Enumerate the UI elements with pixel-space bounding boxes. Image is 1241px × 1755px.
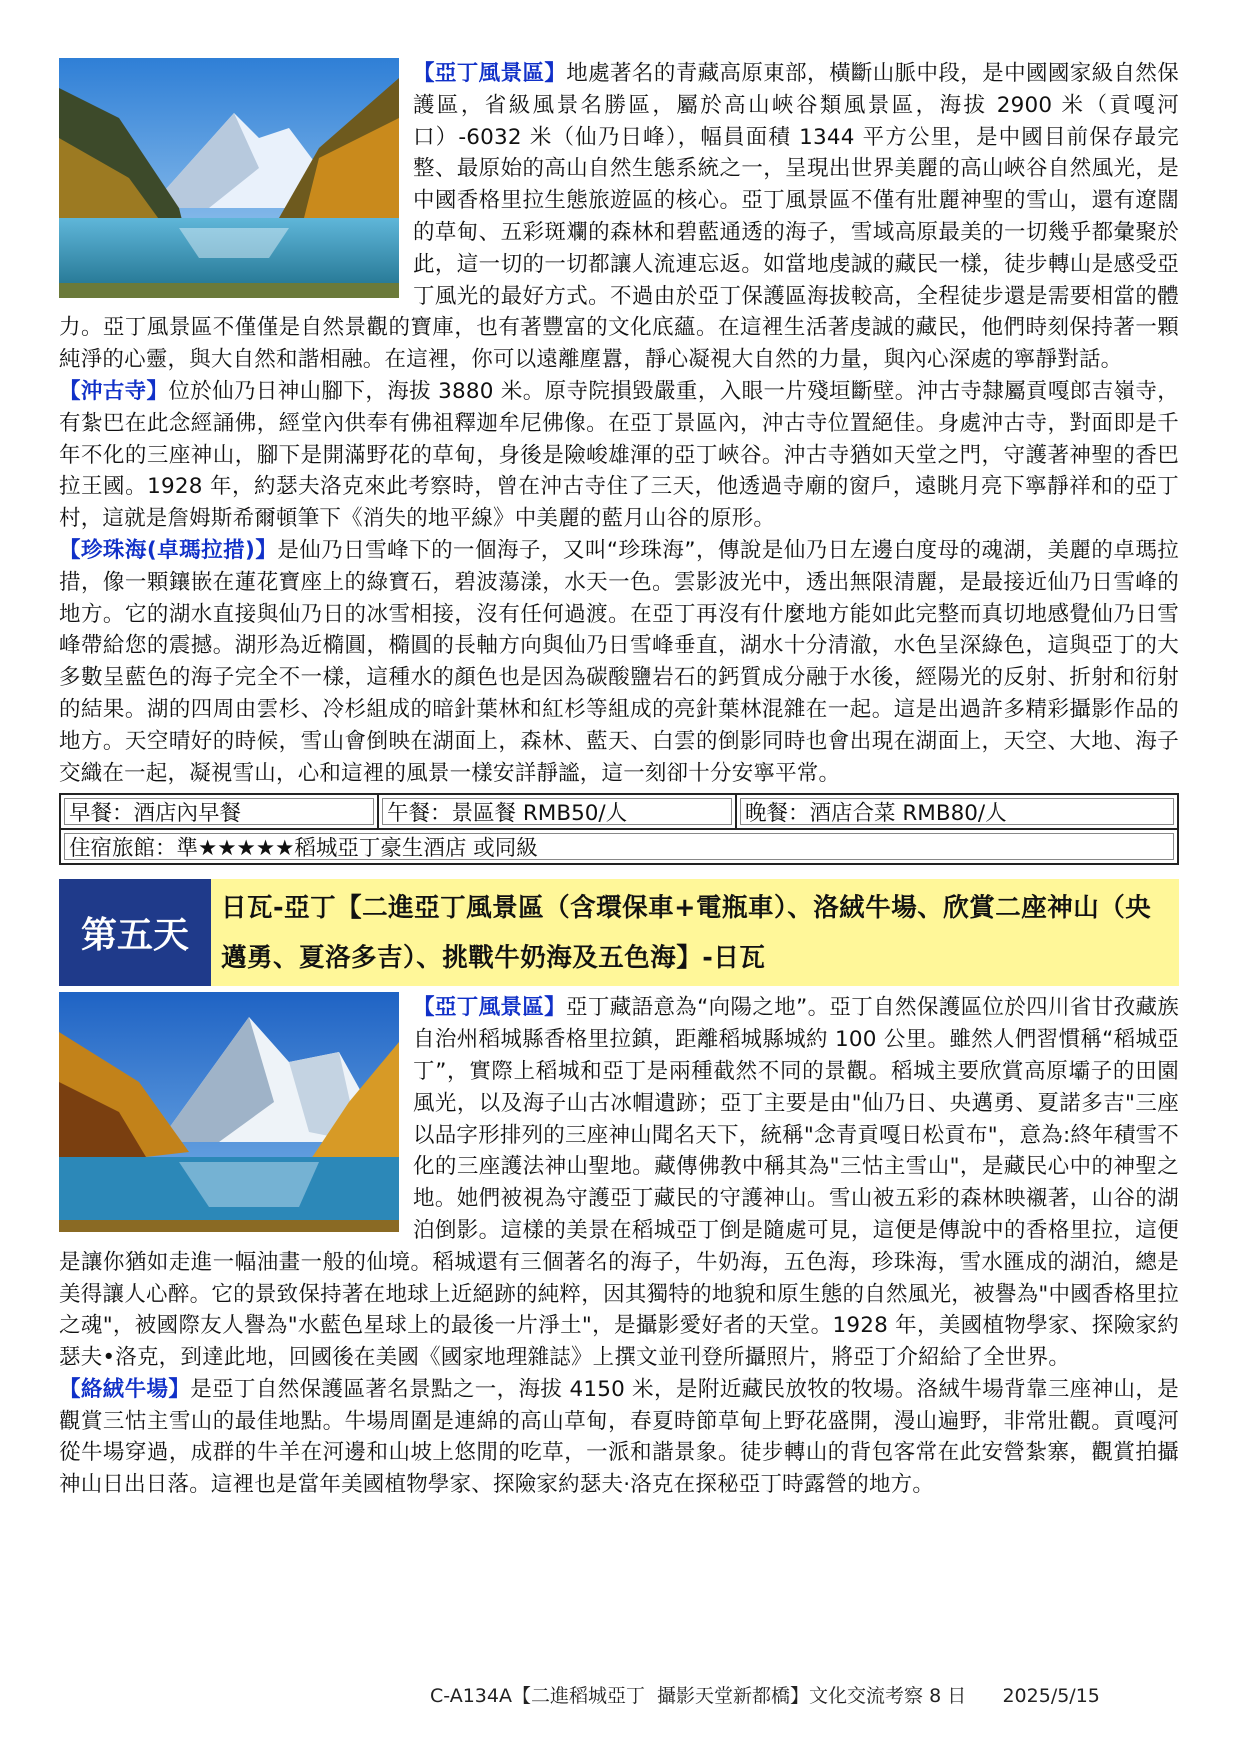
hotel-cell: 住宿旅館：準★★★★★稻城亞丁豪生酒店 或同級: [60, 829, 1178, 864]
pearl-lake-text: 是仙乃日雪峰下的一個海子，又叫“珍珠海”，傳說是仙乃日左邊白度母的魂湖，美麗的卓瑪拉措，像一顆鑲嵌在蓮花寶座上的綠寶石，碧波蕩漾，水天一色。雲影波光中，透出無限清麗，是最接近仙乃日雪峰的地方。它的湖水直接與仙乃日的冰雪相接，沒有任何過渡。在亞丁再沒有什麼地方能如此完整而真切地感覺仙乃日雪峰帶給您的震撼。湖形為近橢圓，橢圓的長軸方向與仙乃日雪峰垂直，湖水十分清澈，水色呈深綠色，這與亞丁的大多數呈藍色的海子完全不一樣，這種水的顏色也是因為碳酸鹽岩石的鈣質成分融于水後，經陽光的反射、折射和衍射的結果。湖的四周由雲杉、冷杉組成的暗針葉林和紅杉等組成的亮針葉林混雜在一起。這是出過許多精彩攝影作品的地方。天空晴好的時候，雪山會倒映在湖面上，森林、藍天、白雲的倒影同時也會出現在湖面上，天空、大地、海子交織在一起，凝視雪山，心和這裡的風景一樣安詳靜謐，這一刻卻十分安寧平常。: [59, 537, 1179, 786]
meals-table: [59, 793, 1179, 865]
yading-section: [59, 58, 1179, 376]
page-footer: [430, 1681, 1100, 1708]
lunch-cell: 午餐：景區餐 RMB50/人: [378, 794, 736, 829]
luorong-text: 是亞丁自然保護區著名景點之一，海拔 4150 米，是附近藏民放牧的牧場。洛絨牛場背靠三座神山，是觀賞三怙主雪山的最佳地點。牛場周圍是連綿的高山草甸，春夏時節草甸上野花盛開，漫山遍野，非常壯觀。貢嘎河從牛場穿過，成群的牛羊在河邊和山坡上悠閒的吃草，一派和諧景象。徒步轉山的背包客常在此安營紮寨，觀賞拍攝神山日出日落。這裡也是當年美國植物學家、探險家約瑟夫·洛克在探秘亞丁時露營的地方。: [59, 1376, 1179, 1498]
day-five-header: [59, 879, 1179, 986]
yading-day5-heading: 【亞丁風景區】: [413, 995, 567, 1021]
chonggu-heading: 【沖古寺】: [59, 378, 169, 404]
luorong-heading: 【絡絨牛場】: [59, 1376, 191, 1402]
day-title: 日瓦-亞丁【二進亞丁風景區（含環保車+電瓶車）、洛絨牛場、欣賞二座神山（央邁勇、夏洛多吉）、挑戰牛奶海及五色海】-日瓦: [211, 879, 1179, 986]
pearl-lake-heading: 【珍珠海(卓瑪拉措)】: [59, 537, 278, 563]
yading-day5-section: [59, 992, 1179, 1374]
day-label: 第五天: [59, 879, 211, 986]
footer-date: 2025/5/15: [1002, 1685, 1100, 1707]
pearl-lake-section: [59, 535, 1179, 789]
mountain-lake-photo: [59, 992, 399, 1232]
dinner-cell: 晚餐：酒店合菜 RMB80/人: [736, 794, 1178, 829]
chonggu-text: 位於仙乃日神山腳下，海拔 3880 米。原寺院損毀嚴重，入眼一片殘垣斷壁。沖古寺隸屬貢嘎郎吉嶺寺，有紮巴在此念經誦佛，經堂內供奉有佛祖釋迦牟尼佛像。在亞丁景區內，沖古寺位置絕佳。身處沖古寺，對面即是千年不化的三座神山，腳下是開滿野花的草甸，身後是險峻雄渾的亞丁峽谷。沖古寺猶如天堂之門，守護著神聖的香巴拉王國。1928 年，約瑟夫洛克來此考察時，曾在沖古寺住了三天，他透過寺廟的窗戶，遠眺月亮下寧靜祥和的亞丁村，這就是詹姆斯希爾頓筆下《消失的地平線》中美麗的藍月山谷的原形。: [59, 378, 1179, 532]
yading-heading: 【亞丁風景區】: [413, 61, 567, 86]
hotel-row: [60, 829, 1178, 864]
meals-row: [60, 794, 1178, 829]
luorong-section: [59, 1374, 1179, 1501]
yading-text: 地處著名的青藏高原東部，橫斷山脈中段，是中國國家級自然保護區，省級風景名勝區，屬於高山峽谷類風景區，海拔 2900 米（貢嘎河口）-6032 米（仙乃日峰），幅員面積 1344 平方公里，是中國目前保存最完整、最原始的高山自然生態系統之一，呈現出世界美麗的高山峽谷自然風光，是中國香格里拉生態旅遊區的核心。亞丁風景區不僅有壯麗神聖的雪山，還有遼闊的草甸、五彩斑斕的森林和碧藍通透的海子，雪域高原最美的一切幾乎都彙聚於此，這一切的一切都讓人流連忘返。如當地虔誠的藏民一樣，徒步轉山是感受亞丁風光的最好方式。不過由於亞丁保護區海拔較高，全程徒步還是需要相當的體力。亞丁風景區不僅僅是自然景觀的寶庫，也有著豐富的文化底蘊。在這裡生活著虔誠的藏民，他們時刻保持著一顆純淨的心靈，與大自然和諧相融。在這裡，你可以遠離塵囂，靜心凝視大自然的力量，與內心深處的寧靜對話。: [59, 61, 1180, 373]
yading-day5-text: 亞丁藏語意為“向陽之地”。亞丁自然保護區位於四川省甘孜藏族自治州稻城縣香格里拉鎮，距離稻城縣城約 100 公里。雖然人們習慣稱“稻城亞丁”，實際上稻城和亞丁是兩種截然不同的景觀。稻城主要欣賞高原壩子的田園風光，以及海子山古冰帽遺跡；亞丁主要是由"仙乃日、央邁勇、夏諾多吉"三座以品字形排列的三座神山聞名天下，統稱"念青貢嘎日松貢布"，意為:終年積雪不化的三座護法神山聖地。藏傳佛教中稱其為"三怙主雪山"，是藏民心中的神聖之地。她們被視為守護亞丁藏民的守護神山。雪山被五彩的森林映襯著，山谷的湖泊倒影。這樣的美景在稻城亞丁倒是隨處可見，這便是傳說中的香格里拉，這便是讓你猶如走進一幅油畫一般的仙境。稻城還有三個著名的海子，牛奶海，五色海，珍珠海，雪水匯成的湖泊，總是美得讓人心醉。它的景致保持著在地球上近絕跡的純粹，因其獨特的地貌和原生態的自然風光，被譽為"中國香格里拉之魂"，被國際友人譽為"水藍色星球上的最後一片淨土"，是攝影愛好者的天堂。1928 年，美國植物學家、探險家約瑟夫•洛克，到達此地，回國後在美國《國家地理雜誌》上撰文並刊登所攝照片，將亞丁介紹給了全世界。: [59, 995, 1179, 1371]
itinerary-page: [59, 58, 1179, 1501]
yading-lake-photo: [59, 58, 399, 298]
footer-code: C-A134A【二進稻城亞丁 攝影天堂新都橋】文化交流考察 8 日: [430, 1685, 967, 1707]
breakfast-cell: 早餐：酒店內早餐: [60, 794, 378, 829]
chonggu-section: [59, 376, 1179, 535]
